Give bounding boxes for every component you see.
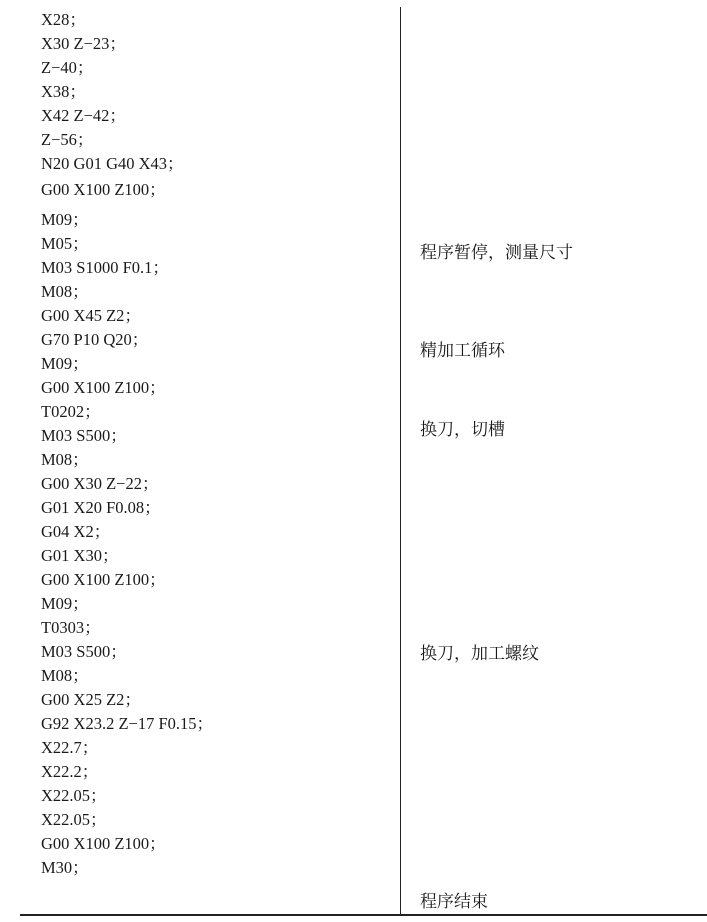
code-line: X38； — [41, 82, 86, 101]
code-line: M30； — [41, 858, 89, 877]
code-line: G00 X45 Z2； — [41, 306, 141, 325]
code-line: X30 Z−23； — [41, 34, 126, 53]
code-line: N20 G01 G40 X43； — [41, 154, 184, 173]
code-line: T0202； — [41, 402, 101, 421]
code-line: M08； — [41, 666, 89, 685]
code-line: G92 X23.2 Z−17 F0.15； — [41, 714, 214, 733]
code-line: G00 X100 Z100； — [41, 834, 166, 853]
code-line: M08； — [41, 450, 89, 469]
column-divider — [400, 7, 401, 915]
code-line: G00 X100 Z100； — [41, 570, 166, 589]
code-line: G00 X25 Z2； — [41, 690, 141, 709]
code-line: M03 S500； — [41, 642, 127, 661]
code-line: M05； — [41, 234, 89, 253]
code-line: M09； — [41, 210, 89, 229]
comment-tool-change-groove: 换刀，切槽 — [420, 420, 505, 440]
code-line: Z−40； — [41, 58, 94, 77]
code-line: X28； — [41, 10, 86, 29]
code-line: G04 X2； — [41, 522, 111, 541]
comment-program-end: 程序结束 — [420, 892, 488, 912]
comment-pause-measure: 程序暂停，测量尺寸 — [420, 243, 573, 263]
code-line: G70 P10 Q20； — [41, 330, 149, 349]
code-line: Z−56； — [41, 130, 94, 149]
code-line: G00 X100 Z100； — [41, 378, 166, 397]
code-line: G01 X20 F0.08； — [41, 498, 161, 517]
code-line: M09； — [41, 354, 89, 373]
code-line: G00 X30 Z−22； — [41, 474, 159, 493]
table-bottom-rule — [20, 914, 707, 916]
code-line: X22.7； — [41, 738, 99, 757]
code-line: M09； — [41, 594, 89, 613]
code-line: X22.05； — [41, 786, 107, 805]
code-line: M03 S1000 F0.1； — [41, 258, 169, 277]
code-line: X22.05； — [41, 810, 107, 829]
code-line: T0303； — [41, 618, 101, 637]
code-line: X22.2； — [41, 762, 99, 781]
code-line: G01 X30； — [41, 546, 119, 565]
comment-finish-cycle: 精加工循环 — [420, 341, 505, 361]
code-line: X42 Z−42； — [41, 106, 126, 125]
code-line: M08； — [41, 282, 89, 301]
code-line: G00 X100 Z100； — [41, 180, 166, 199]
code-line: M03 S500； — [41, 426, 127, 445]
comment-tool-change-thread: 换刀，加工螺纹 — [420, 644, 539, 664]
